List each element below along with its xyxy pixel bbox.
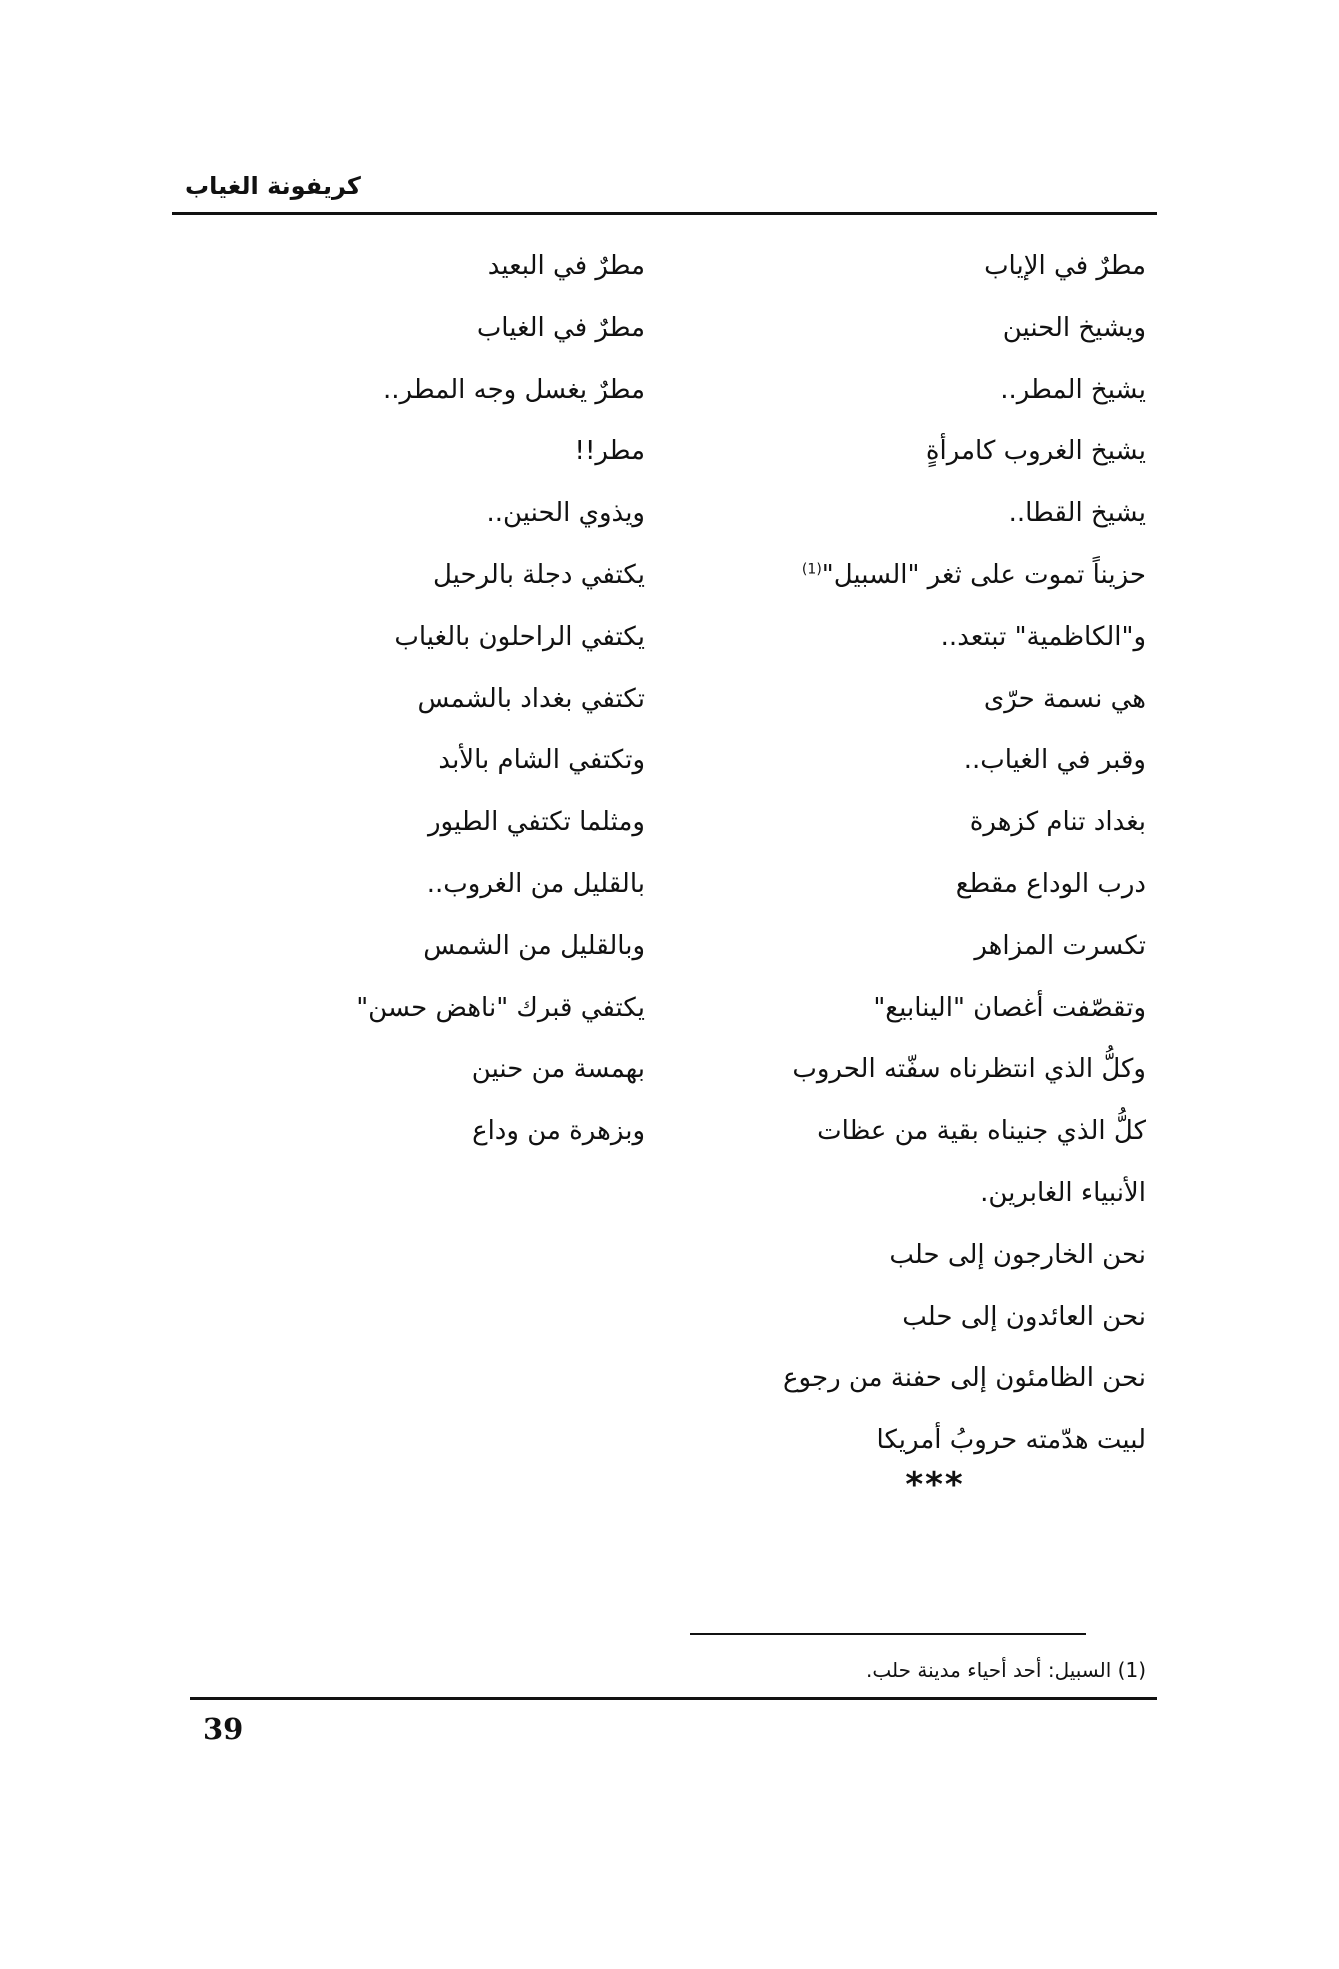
verse-line: بالقليل من الغروب..: [426, 868, 645, 899]
verse-line: يكتفي قبرك "ناهض حسن": [356, 992, 645, 1023]
verse-line: مطرٌ يغسل وجه المطر..: [382, 374, 645, 405]
verse-line: وتقصّفت أغصان "الينابيع": [873, 992, 1146, 1023]
verse-line: بهمسة من حنين: [471, 1054, 645, 1085]
page-number: 39: [203, 1712, 244, 1746]
verse-line: هي نسمة حرّى: [983, 683, 1146, 714]
verse-line: تكتفي بغداد بالشمس: [417, 683, 645, 714]
verse-line: يكتفي الراحلون بالغياب: [394, 621, 645, 652]
verse-line: نحن الظامئون إلى حفنة من رجوع: [783, 1363, 1146, 1394]
verse-line: يشيخ القطا..: [1008, 498, 1146, 529]
footnote-divider: [690, 1633, 1086, 1635]
verse-line: نحن الخارجون إلى حلب: [889, 1239, 1146, 1270]
verse-line: درب الوداع مقطع: [955, 868, 1146, 899]
verse-line: وبالقليل من الشمس: [423, 930, 645, 961]
verse-line: الأنبياء الغابرين.: [980, 1177, 1146, 1208]
verse-line: مطر!!: [574, 436, 645, 467]
verse-line: مطرٌ في الإياب: [984, 251, 1146, 281]
verse-line-with-footnote: [686, 545, 1146, 607]
header-divider: [172, 212, 1157, 215]
verse-line: ومثلما تكتفي الطيور: [428, 807, 645, 838]
verse-text: حزيناً تموت على ثغر "السبيل": [821, 559, 1146, 590]
verse-line: ويذوي الحنين..: [486, 498, 645, 529]
verse-line: وبزهرة من وداع: [472, 1116, 645, 1147]
verse-line: و"الكاظمية" تبتعد..: [940, 621, 1146, 652]
verse-line: وقبر في الغياب..: [963, 745, 1146, 776]
verse-line: يشيخ الغروب كامرأةٍ: [925, 436, 1146, 467]
verse-line: وتكتفي الشام بالأبد: [438, 745, 645, 776]
verse-line: ويشيخ الحنين: [1002, 312, 1146, 343]
section-separator: ***: [905, 1465, 965, 1505]
verse-line: لبيت هدّمته حروبُ أمريكا: [876, 1425, 1146, 1456]
verse-line: يكتفي دجلة بالرحيل: [432, 559, 645, 590]
footnote-reference: (1): [801, 561, 822, 578]
verse-line: تكسرت المزاهر: [974, 930, 1146, 961]
footer-divider: [190, 1697, 1157, 1700]
verse-line: بغداد تنام كزهرة: [969, 807, 1146, 838]
verse-line: وكلُّ الذي انتظرناه سفّته الحروب: [792, 1054, 1146, 1085]
verse-line: نحن العائدون إلى حلب: [902, 1301, 1146, 1332]
running-header-title: كريفونة الغياب: [185, 172, 361, 200]
poem-column-right: [686, 236, 1146, 1472]
verse-line: مطرٌ في الغياب: [476, 312, 645, 343]
verse-line: يشيخ المطر..: [1000, 374, 1146, 405]
verse-line: مطرٌ في البعيد: [487, 251, 645, 281]
poem-column-left: [225, 236, 645, 1163]
verse-line: كلُّ الذي جنيناه بقية من عظات: [817, 1116, 1146, 1147]
footnote-text: (1) السبيل: أحد أحياء مدينة حلب.: [866, 1658, 1146, 1682]
